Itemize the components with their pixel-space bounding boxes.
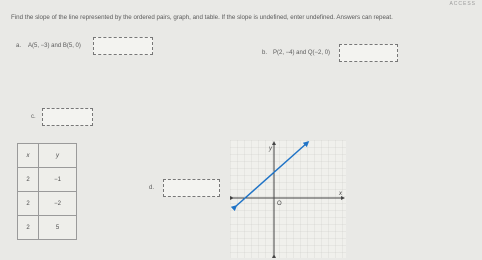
answer-input-a[interactable] bbox=[93, 37, 153, 55]
problem-c-letter: c. bbox=[31, 114, 36, 120]
y-axis-label: y bbox=[269, 146, 272, 152]
table-header-y: y bbox=[39, 144, 77, 168]
coordinate-graph bbox=[230, 140, 346, 258]
table-cell: 5 bbox=[39, 216, 77, 240]
table-header-x: x bbox=[18, 144, 39, 168]
graph-grid bbox=[230, 140, 346, 258]
table-row bbox=[18, 192, 77, 216]
table-cell: −2 bbox=[39, 192, 77, 216]
xy-table bbox=[17, 143, 77, 240]
x-axis-label: x bbox=[339, 191, 342, 197]
problem-b-text: P(2, −4) and Q(−2, 0) bbox=[273, 50, 331, 56]
table-row bbox=[18, 216, 77, 240]
answer-input-c[interactable] bbox=[42, 108, 93, 126]
answer-input-d[interactable] bbox=[163, 179, 220, 197]
origin-label: O bbox=[277, 201, 282, 207]
problem-b-letter: b. bbox=[262, 50, 268, 56]
table-cell: 2 bbox=[18, 216, 39, 240]
problem-d-letter: d. bbox=[149, 185, 155, 191]
table-cell: 2 bbox=[18, 192, 39, 216]
instructions-text: Find the slope of the line represented by the ordered pairs, graph, and table. If the slope is undefined, enter undefined. Answers can repeat. bbox=[11, 14, 393, 21]
table-cell: 2 bbox=[18, 168, 39, 192]
problem-a-text: A(5, −3) and B(5, 0) bbox=[28, 43, 81, 49]
table-header-row bbox=[18, 144, 77, 168]
table-cell: −1 bbox=[39, 168, 77, 192]
answer-input-b[interactable] bbox=[339, 44, 398, 62]
table-row bbox=[18, 168, 77, 192]
corner-label: ACCESS bbox=[449, 1, 476, 7]
problem-a-letter: a. bbox=[16, 43, 22, 49]
